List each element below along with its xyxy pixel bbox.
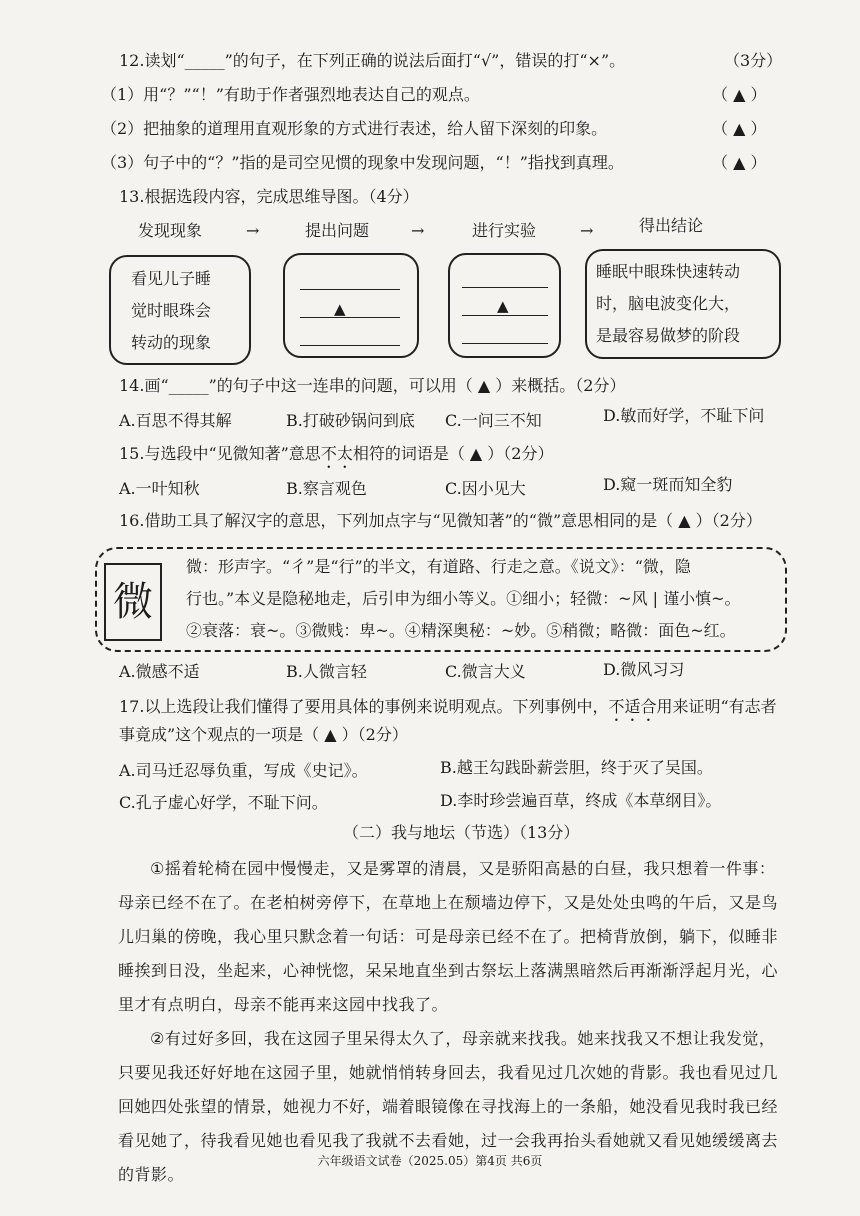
answer-blank[interactable] xyxy=(300,289,400,290)
flow-step-4: 得出结论 xyxy=(639,216,704,235)
q12-answer-mark-2: （ ▲ ） xyxy=(712,119,767,138)
q15-stem-part-2: 相符的词语是（ ▲ ）（2分） xyxy=(352,444,554,463)
box1-line-3: 转动的现象 xyxy=(131,333,212,352)
box4-line-1: 睡眠中眼珠快速转动 xyxy=(596,262,741,281)
mindmap-box-2 xyxy=(283,253,419,358)
flow-step-2: 提出问题 xyxy=(305,221,370,240)
q16-option-c: C.微言大义 xyxy=(445,662,526,681)
q16-option-a: A.微感不适 xyxy=(119,662,200,681)
q14-stem: 14.画“_____”的句子中这一连串的问题，可以用（ ▲ ）来概括。（2分） xyxy=(119,376,626,395)
q15-stem xyxy=(119,443,554,472)
q12-item-2: （2）把抽象的道理用直观形象的方式进行表述，给人留下深刻的印象。 xyxy=(101,119,608,138)
box4-line-3: 是最容易做梦的阶段 xyxy=(596,326,741,345)
q12-item-1: （1）用“？”“！”有助于作者强烈地表达自己的观点。 xyxy=(101,85,480,104)
passage-paragraph-1: ①摇着轮椅在园中慢慢走，又是雾罩的清晨，又是骄阳高悬的白昼，我只想着一件事：母亲已经不在了。在老柏树旁停下，在草地上在颓墙边停下，又是处处虫鸣的午后，又是鸟儿归巢的傍晚，我心里只默念着一句话：可是母亲已经不在了。把椅背放倒，躺下，似睡非睡挨到日没，坐起来，心神恍惚，呆呆地直坐到古祭坛上落满黑暗然后再渐渐浮起月光，心里才有点明白，母亲不能再来这园中找我了。 xyxy=(118,859,779,1014)
flow-step-1: 发现现象 xyxy=(138,221,203,240)
q17-option-c: C.孔子虚心好学，不耻下问。 xyxy=(119,793,328,812)
q16-option-d: D.微风习习 xyxy=(603,660,685,679)
q17-option-d: D.李时珍尝遍百草，终成《本草纲目》。 xyxy=(440,791,722,810)
page-footer: 六年级语文试卷（2025.05）第4页 共6页 xyxy=(317,1154,543,1168)
q12-score: （3分） xyxy=(724,51,783,70)
q12-stem: 12.读划“_____”的句子，在下列正确的说法后面打“√”，错误的打“×”。 xyxy=(119,51,626,70)
answer-blank[interactable] xyxy=(462,315,548,316)
dict-line-1: 微：形声字。“彳”是“行”的半文，有道路、行走之意。《说文》：“微，隐 xyxy=(186,557,691,576)
q12-answer-mark-1: （ ▲ ） xyxy=(712,85,767,104)
q14-option-b: B.打破砂锅问到底 xyxy=(286,411,415,430)
q15-stem-part-1: 15.与选段中“见微知著”意思 xyxy=(119,444,321,463)
q15-option-a: A.一叶知秋 xyxy=(119,479,200,498)
q12-item-3: （3）句子中的“？”指的是司空见惯的现象中发现问题，“！”指找到真理。 xyxy=(101,153,624,172)
q15-option-c: C.因小见大 xyxy=(445,479,526,498)
q17-option-a: A.司马迁忍辱负重，写成《史记》。 xyxy=(119,761,368,780)
box4-line-2: 时，脑电波变化大， xyxy=(596,294,741,313)
q14-option-a: A.百思不得其解 xyxy=(119,411,232,430)
q16-stem: 16.借助工具了解汉字的意思，下列加点字与“见微知著”的“微”意思相同的是（ ▲ ）（2分） xyxy=(119,511,762,530)
box1-line-1: 看见儿子睡 xyxy=(131,269,212,288)
q15-option-d: D.窥一斑而知全豹 xyxy=(603,475,733,494)
q17-stem-part-2: 用来证明“有志者 xyxy=(656,697,777,716)
flow-step-3: 进行实验 xyxy=(472,221,537,240)
seal-char-glyph: 微 xyxy=(113,579,153,625)
triangle-mark-icon: ▲ xyxy=(497,297,509,315)
q13-stem: 13.根据选段内容，完成思维导图。（4分） xyxy=(119,187,419,206)
answer-blank[interactable] xyxy=(300,345,400,346)
answer-blank[interactable] xyxy=(462,343,548,344)
q15-option-b: B.察言观色 xyxy=(286,479,367,498)
q17-option-b: B.越王勾践卧薪尝胆，终于灭了吴国。 xyxy=(440,758,713,777)
q16-option-b: B.人微言轻 xyxy=(286,662,367,681)
triangle-mark-icon: ▲ xyxy=(334,300,346,318)
dict-line-3: ②衰落：衰~。③微贱：卑~。④精深奥秘：~妙。⑤稍微；略微：面色~红。 xyxy=(186,621,736,640)
seal-character xyxy=(104,563,162,641)
section-title: （二）我与地坛（节选）（13分） xyxy=(343,823,580,842)
q15-stem-emphasis: 不太 xyxy=(320,444,353,463)
answer-blank[interactable] xyxy=(462,287,548,288)
passage-paragraph-2: ②有过好多回，我在这园子里呆得太久了，母亲就来找我。她来找我又不想让我发觉，只要见我还好好地在这园子里，她就悄悄转身回去，我看见过几次她的背影。我也看见过几回她四处张望的情景，她视力不好，端着眼镜像在寻找海上的一条船，她没看见我时我已经看见她了，待我看见她也看见我了我就不去看她，过一会我再抬头看她就又看见她缓缓离去的背影。 xyxy=(118,1029,779,1184)
q12-answer-mark-3: （ ▲ ） xyxy=(712,153,767,172)
flow-arrow-icon: → xyxy=(246,221,260,240)
flow-arrow-icon: → xyxy=(411,221,425,240)
q17-stem-line-1 xyxy=(119,696,777,725)
q17-stem-part-1: 17.以上选段让我们懂得了要用具体的事例来说明观点。下列事例中， xyxy=(119,697,609,716)
q17-stem-line-2: 事竟成”这个观点的一项是（ ▲ ）（2分） xyxy=(119,725,408,744)
answer-blank[interactable] xyxy=(300,317,400,318)
box1-line-2: 觉时眼珠会 xyxy=(131,301,212,320)
q14-option-d: D.敏而好学，不耻下问 xyxy=(603,406,765,425)
flow-arrow-icon: → xyxy=(580,221,594,240)
q14-option-c: C.一问三不知 xyxy=(445,411,542,430)
q17-stem-emphasis: 不适合 xyxy=(608,697,657,716)
dict-line-2: 行也。”本义是隐秘地走，后引申为细小等义。①细小；轻微：~风 | 谨小慎~。 xyxy=(186,589,741,608)
